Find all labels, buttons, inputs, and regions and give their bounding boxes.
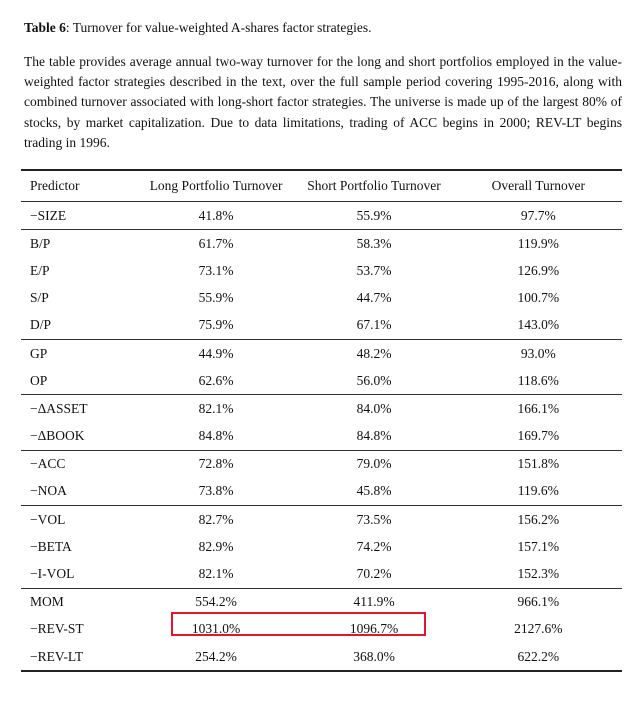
short-turnover-cell: 411.9%: [293, 588, 454, 616]
overall-turnover-cell: 156.2%: [455, 506, 622, 534]
predictor-cell: −I-VOL: [30, 566, 75, 582]
table-row: [21, 257, 622, 284]
overall-turnover-cell: 166.1%: [455, 395, 622, 423]
predictor-cell: −REV-ST: [30, 621, 84, 637]
short-turnover-cell: 73.5%: [293, 506, 454, 534]
predictor-cell: GP: [21, 339, 139, 367]
header-overall: Overall Turnover: [455, 171, 622, 202]
predictor-cell: −ACC: [21, 450, 139, 478]
table-row: [21, 478, 622, 506]
overall-turnover-cell: 126.9%: [517, 262, 560, 278]
predictor-cell: E/P: [30, 262, 50, 278]
short-turnover-cell: 79.0%: [293, 450, 454, 478]
overall-turnover-cell: 93.0%: [455, 339, 622, 367]
short-turnover-cell: 58.3%: [293, 230, 454, 258]
predictor-cell: MOM: [21, 588, 139, 616]
overall-turnover-cell: 119.9%: [455, 230, 622, 258]
table-row: [21, 202, 622, 230]
short-turnover-cell: 74.2%: [356, 538, 392, 554]
long-turnover-cell: 72.8%: [139, 450, 294, 478]
long-turnover-cell: 41.8%: [198, 207, 234, 223]
predictor-cell: −NOA: [30, 483, 67, 499]
short-turnover-cell: 67.1%: [356, 317, 392, 333]
table-row: [21, 533, 622, 560]
predictor-cell: −VOL: [21, 506, 139, 534]
long-turnover-cell: 1031.0%: [191, 621, 241, 637]
short-turnover-cell: 84.0%: [293, 395, 454, 423]
overall-turnover-cell: 169.7%: [517, 428, 560, 444]
table-row: [21, 230, 622, 258]
overall-turnover-cell: 151.8%: [455, 450, 622, 478]
table-row: [21, 560, 622, 588]
short-turnover-cell: 44.7%: [356, 290, 392, 306]
overall-turnover-cell: 152.3%: [517, 566, 560, 582]
long-turnover-cell: 61.7%: [139, 230, 294, 258]
predictor-cell: S/P: [30, 290, 49, 306]
table-row: [21, 395, 622, 423]
table-row: [21, 450, 622, 478]
overall-turnover-cell: 157.1%: [517, 538, 560, 554]
short-turnover-cell: 55.9%: [356, 207, 392, 223]
long-turnover-cell: 82.1%: [198, 566, 234, 582]
short-turnover-cell: 70.2%: [356, 566, 392, 582]
overall-turnover-cell: 143.0%: [517, 317, 560, 333]
predictor-cell: −REV-LT: [21, 643, 139, 671]
table-row: [21, 367, 622, 395]
short-turnover-cell: 45.8%: [356, 483, 392, 499]
table-row: [21, 423, 622, 451]
predictor-cell: OP: [30, 372, 48, 388]
long-turnover-cell: 254.2%: [139, 643, 294, 671]
short-turnover-cell: 84.8%: [356, 428, 392, 444]
header-predictor: Predictor: [21, 171, 139, 202]
long-turnover-cell: 82.7%: [139, 506, 294, 534]
header-row: [21, 171, 622, 202]
table-row: [21, 506, 622, 534]
table-row: [21, 285, 622, 312]
short-turnover-cell: 53.7%: [356, 262, 392, 278]
predictor-cell: −SIZE: [30, 207, 67, 223]
short-turnover-cell: 48.2%: [293, 339, 454, 367]
long-turnover-cell: 84.8%: [198, 428, 234, 444]
short-turnover-cell: 56.0%: [356, 372, 392, 388]
table-row: [21, 643, 622, 671]
caption-label: Table 6: [24, 20, 66, 35]
short-turnover-cell: 368.0%: [293, 643, 454, 671]
long-turnover-cell: 73.8%: [198, 483, 234, 499]
long-turnover-cell: 44.9%: [139, 339, 294, 367]
overall-turnover-cell: 97.7%: [520, 207, 556, 223]
table-description: The table provides average annual two-way turnover for the long and short portfolios employed in the value-weighted factor strategies described in the text, over the full sample period covering 1995-2016, along with combined turnover associated with long-short factor strategies. The universe is made up of the largest 80% of stocks, by market capitalization. Due to data limitations, trading of ACC begins in 2000; REV-LT begins trading in 1996.: [24, 54, 622, 150]
overall-turnover-cell: 118.6%: [517, 372, 559, 388]
long-turnover-cell: 55.9%: [198, 290, 234, 306]
overall-turnover-cell: 622.2%: [455, 643, 622, 671]
overall-turnover-cell: 119.6%: [517, 483, 559, 499]
overall-turnover-cell: 2127.6%: [514, 621, 563, 637]
overall-turnover-cell: 100.7%: [517, 290, 560, 306]
header-long: Long Portfolio Turnover: [139, 171, 294, 202]
long-turnover-cell: 75.9%: [198, 317, 234, 333]
long-turnover-cell: 82.9%: [198, 538, 234, 554]
long-turnover-cell: 82.1%: [139, 395, 294, 423]
predictor-cell: D/P: [30, 317, 52, 333]
predictor-cell: −ΔASSET: [21, 395, 139, 423]
caption-title: : Turnover for value-weighted A-shares factor strategies.: [65, 20, 372, 35]
table-row: [21, 312, 622, 340]
predictor-cell: −BETA: [30, 538, 72, 554]
overall-turnover-cell: 966.1%: [455, 588, 622, 616]
long-turnover-cell: 62.6%: [198, 372, 234, 388]
predictor-cell: −ΔBOOK: [30, 428, 85, 444]
long-turnover-cell: 73.1%: [198, 262, 234, 278]
header-short: Short Portfolio Turnover: [293, 171, 454, 202]
highlight-box: [171, 612, 426, 636]
long-turnover-cell: 554.2%: [139, 588, 294, 616]
table-caption: [24, 18, 620, 37]
table-row: [21, 339, 622, 367]
turnover-table: [21, 169, 622, 672]
short-turnover-cell: 1096.7%: [349, 621, 399, 637]
predictor-cell: B/P: [21, 230, 139, 258]
